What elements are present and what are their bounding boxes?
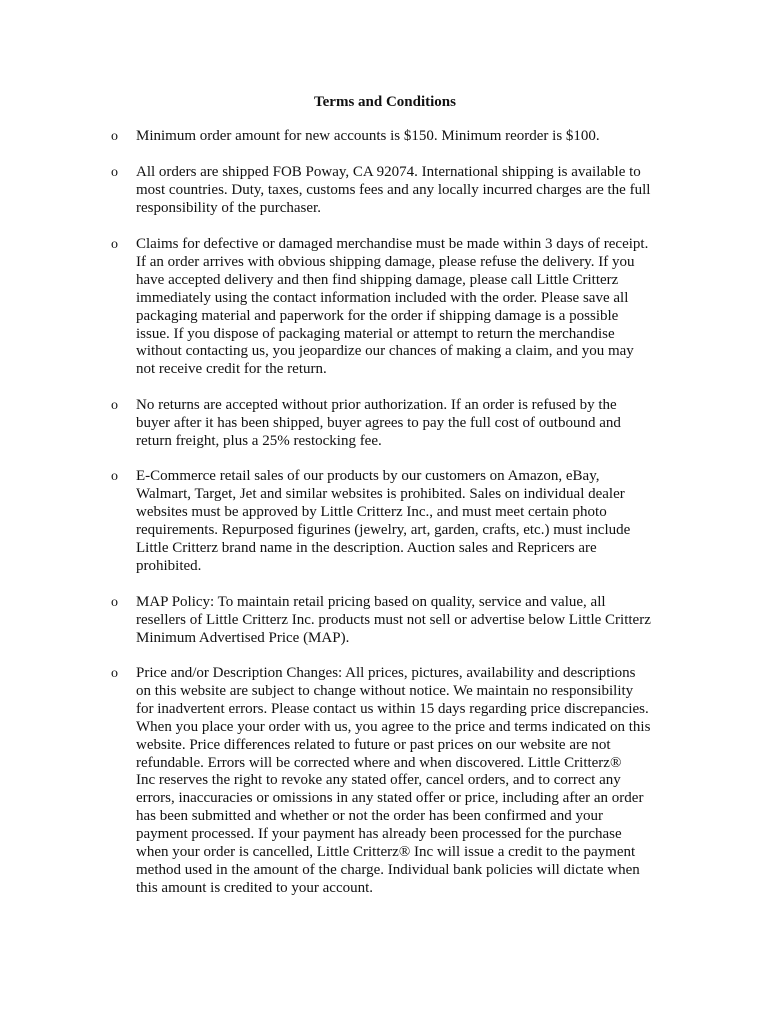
term-text: MAP Policy: To maintain retail pricing based on quality, service and value, all resellers of Little Critterz Inc. products must not sell or advertise below Little Critterz Minimum Advertised Price (MAP).: [136, 594, 651, 646]
term-text: Price and/or Description Changes: All prices, pictures, availability and descriptions on this website are subject to change without notice. We maintain no responsibility for inadvertent errors. Please contact us within 15 days regarding price discrepancies. When you place your order with us, you agree to the price and terms indicated on this website. Price differences related to future or past prices on our website are not refundable. Errors will be corrected where and when discovered. Little Critterz® Inc reserves the right to revoke any stated offer, cancel orders, and to correct any errors, inaccuracies or omissions in any stated offer or price, including after an order has been submitted and whether or not the order has been confirmed and your payment processed. If your payment has already been processed for the purchase when your order is cancelled, Little Critterz® Inc will issue a credit to the payment method used in the amount of the charge. Individual bank policies will dictate when this amount is credited to your account.: [136, 665, 651, 896]
term-text: Minimum order amount for new accounts is $150. Minimum reorder is $100.: [136, 128, 600, 144]
bullet-marker: o: [111, 129, 118, 144]
bullet-marker: o: [111, 595, 118, 610]
term-text: All orders are shipped FOB Poway, CA 92074. International shipping is available to most countries. Duty, taxes, customs fees and any locally incurred charges are the full responsibility of the purchaser.: [136, 164, 651, 216]
bullet-marker: o: [111, 165, 118, 180]
page-title: Terms and Conditions: [314, 94, 456, 110]
bullet-marker: o: [111, 398, 118, 413]
bullet-marker: o: [111, 237, 118, 252]
term-text: Claims for defective or damaged merchandise must be made within 3 days of receipt. If an order arrives with obvious shipping damage, please refuse the delivery. If you have accepted delivery and then find shipping damage, please call Little Critterz immediately using the contact information included with the order. Please save all packaging material and paperwork for the order if shipping damage is a possible issue. If you dispose of packaging material or attempt to return the merchandise without contacting us, you jeopardize our chances of making a claim, and you may not receive credit for the return.: [136, 236, 649, 378]
bullet-marker: o: [111, 666, 118, 681]
bullet-marker: o: [111, 469, 118, 484]
term-text: E-Commerce retail sales of our products by our customers on Amazon, eBay, Walmart, Target, Jet and similar websites is prohibited. Sales on individual dealer websites must be approved by Little Critterz Inc., and must meet certain photo requirements. Repurposed figurines (jewelry, art, garden, crafts, etc.) must include Little Critterz brand name in the description. Auction sales and Repricers are prohibited.: [136, 468, 631, 574]
term-text: No returns are accepted without prior authorization. If an order is refused by the buyer after it has been shipped, buyer agrees to pay the full cost of outbound and return freight, plus a 25% restocking fee.: [136, 397, 621, 449]
